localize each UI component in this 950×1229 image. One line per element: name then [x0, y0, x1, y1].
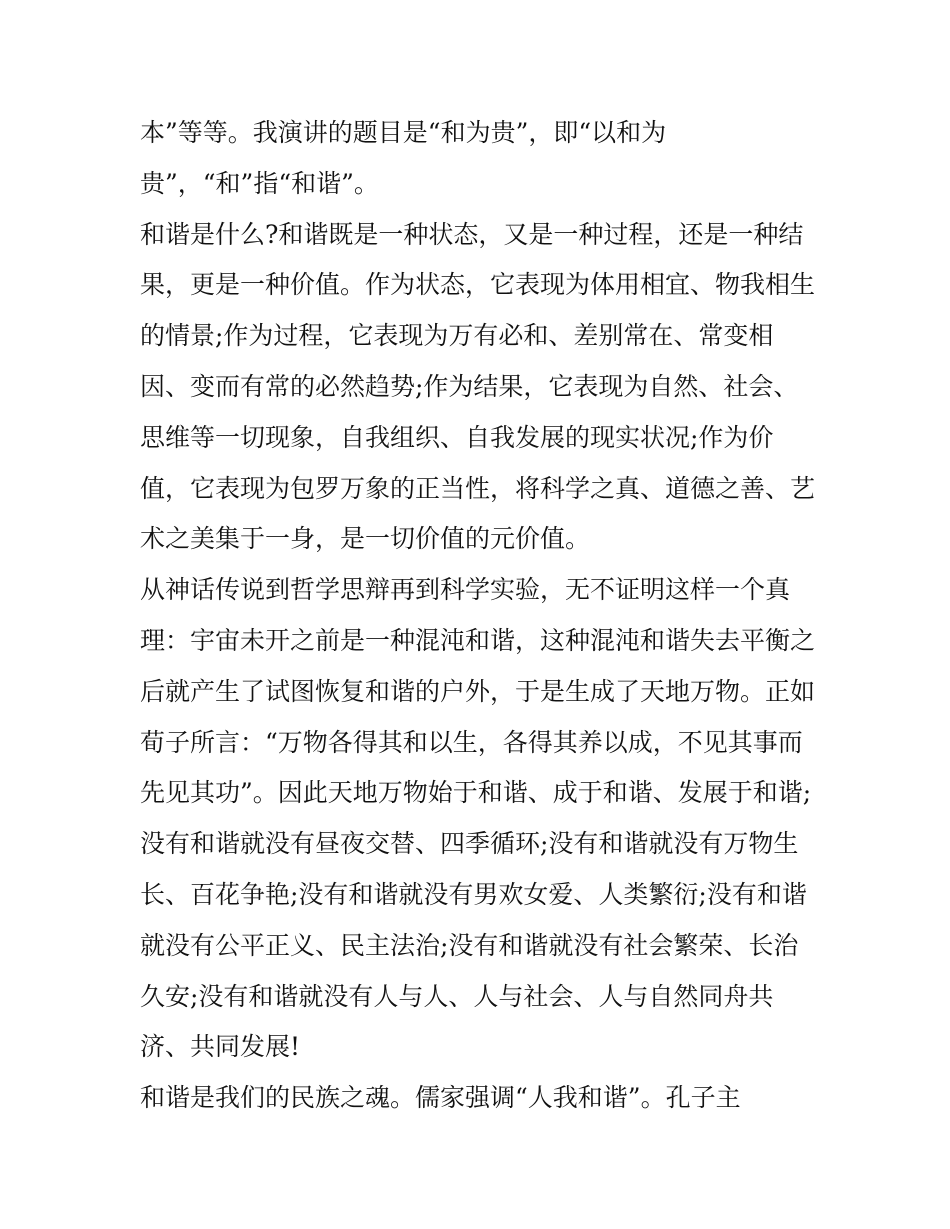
text-line: 理：宇宙未开之前是一种混沌和谐，这种混沌和谐失去平衡之 [140, 625, 816, 655]
text-line: 本”等等。我演讲的题目是“和为贵”，即“以和为 [140, 118, 667, 147]
text-line: 荀子所言：“万物各得其和以生，各得其养以成，不见其事而 [140, 727, 803, 757]
text-line: 和谐是我们的民族之魂。儒家强调“人我和谐”。孔子主 [140, 1083, 741, 1113]
text-line: 先见其功”。因此天地万物始于和谐、成于和谐、发展于和谐; [140, 778, 812, 808]
text-line: 和谐是什么?和谐既是一种状态，又是一种过程，还是一种结 [140, 219, 804, 249]
text-line: 济、共同发展! [140, 1032, 301, 1062]
text-line: 果，更是一种价值。作为状态，它表现为体用相宜、物我相生 [140, 270, 816, 300]
text-line: 的情景;作为过程，它表现为万有必和、差别常在、常变相 [140, 321, 774, 351]
text-line: 就没有公平正义、民主法治;没有和谐就没有社会繁荣、长治 [140, 930, 799, 960]
text-line: 从神话传说到哲学思辩再到科学实验，无不证明这样一个真 [140, 575, 791, 605]
text-line: 没有和谐就没有昼夜交替、四季循环;没有和谐就没有万物生 [140, 829, 799, 859]
text-line: 思维等一切现象，自我组织、自我发展的现实状况;作为价 [140, 422, 774, 452]
text-line: 值，它表现为包罗万象的正当性，将科学之真、道德之善、艺 [140, 473, 816, 503]
document-body [140, 108, 820, 1124]
text-line: 贵”，“和”指“和谐”。 [140, 168, 379, 198]
text-line: 术之美集于一身，是一切价值的元价值。 [140, 524, 591, 554]
text-line: 久安;没有和谐就没有人与人、人与社会、人与自然同舟共 [140, 981, 774, 1011]
text-line: 长、百花争艳;没有和谐就没有男欢女爱、人类繁衍;没有和谐 [140, 879, 807, 909]
text-line: 后就产生了试图恢复和谐的户外，于是生成了天地万物。正如 [140, 676, 816, 706]
text-line: 因、变而有常的必然趋势;作为结果，它表现为自然、社会、 [140, 371, 799, 401]
